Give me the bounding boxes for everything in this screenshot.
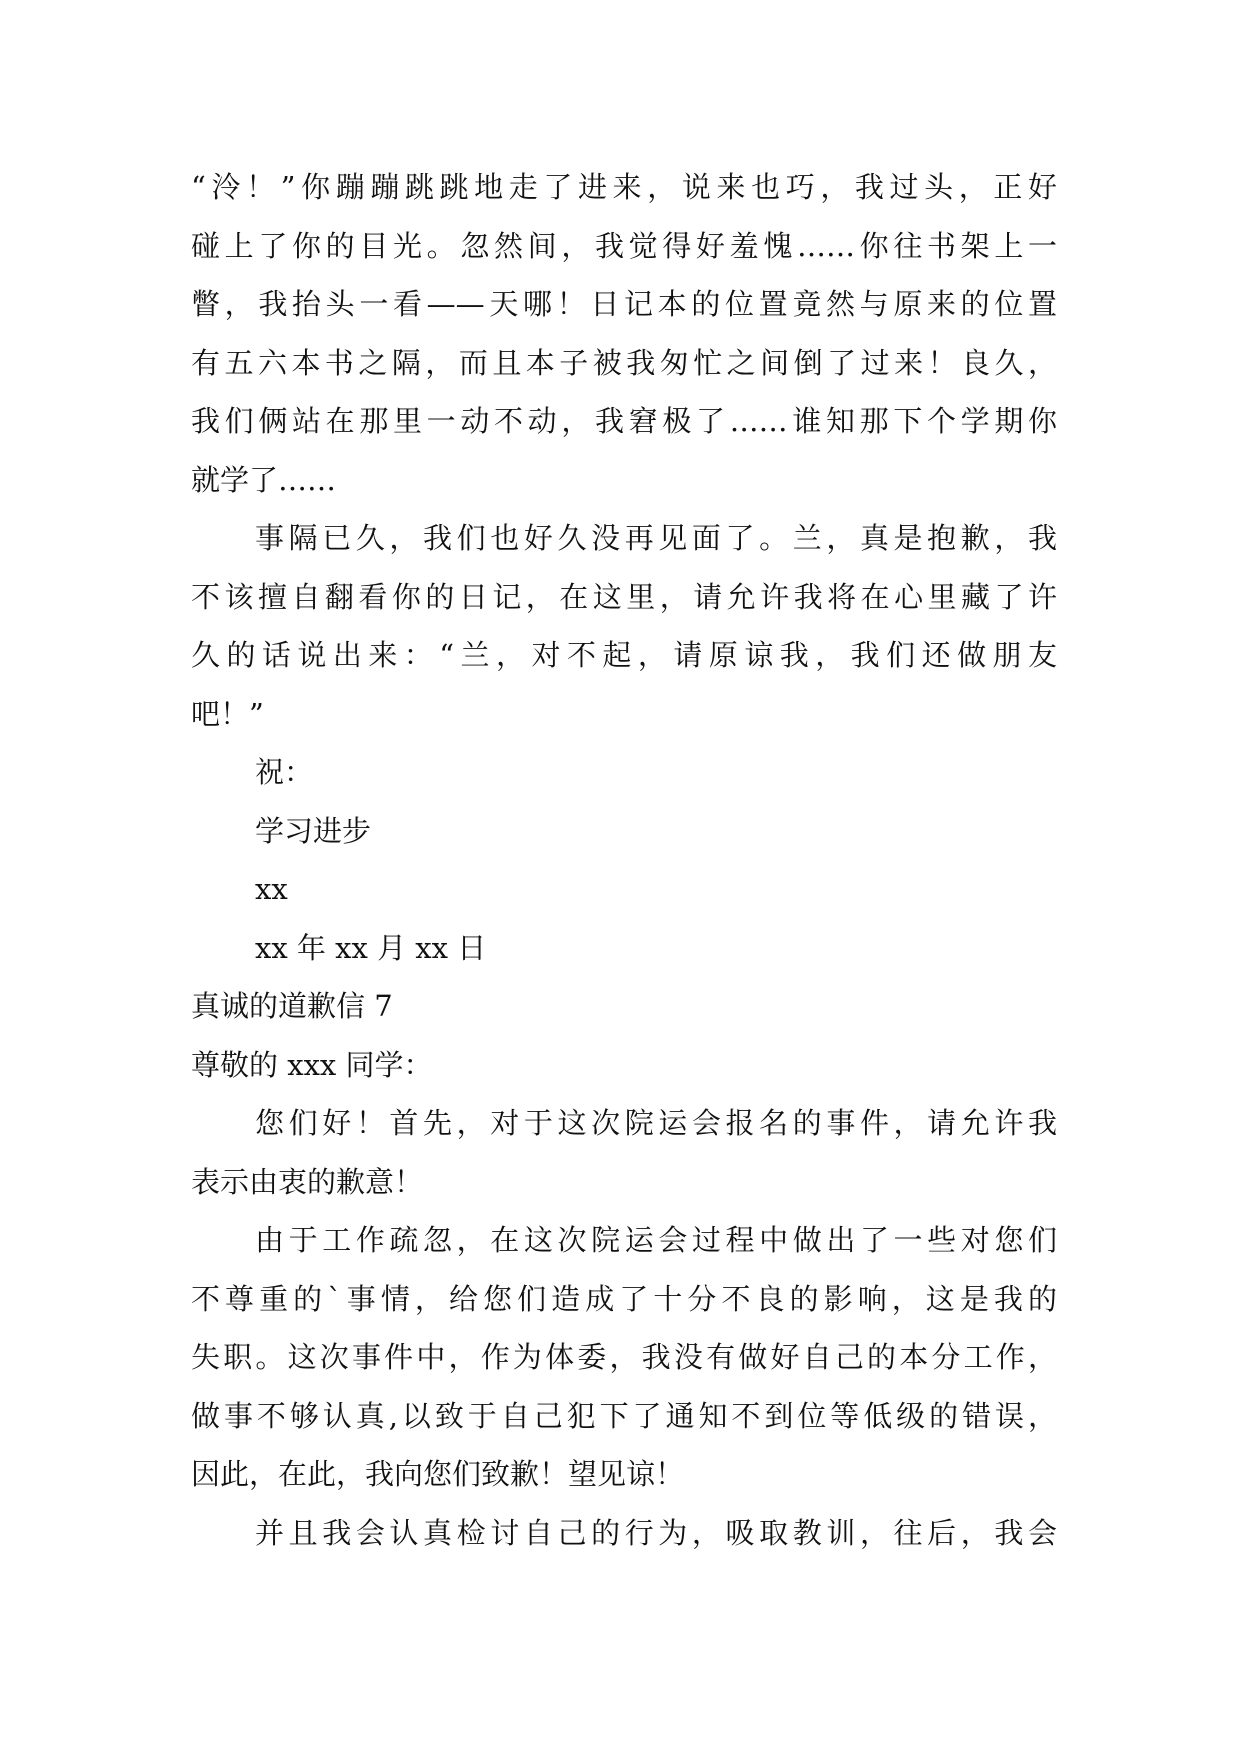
text-line: 做事不够认真,以致于自己犯下了通知不到位等低级的错误， [191,1398,1057,1433]
signature-date: xx 年 xx 月 xx 日 [255,930,487,965]
text-line: 表示由衷的歉意！ [191,1164,424,1199]
text-line: 事隔已久，我们也好久没再见面了。兰，真是抱歉，我 [255,521,1057,555]
text-line: 有五六本书之隔，而且本子被我匆忙之间倒了过来！良久， [191,345,1057,380]
text-line: 瞥，我抬头一看——天哪！日记本的位置竟然与原来的位置 [191,287,1057,321]
text-line: 不该擅自翻看你的日记，在这里，请允许我将在心里藏了许 [191,579,1057,614]
text-line: 因此，在此，我向您们致歉！望见谅！ [191,1457,685,1491]
closing-wish: 学习进步 [255,813,372,848]
text-line: 碰上了你的目光。忽然间，我觉得好羞愧……你往书架上一 [191,228,1057,263]
text-line: “泠！”你蹦蹦跳跳地走了进来，说来也巧，我过头，正好 [191,170,1057,204]
text-line: 失职。这次事件中，作为体委，我没有做好自己的本分工作， [191,1340,1057,1374]
document-body [191,158,1057,1562]
signature-name: xx [255,872,288,906]
text-line: 就学了…… [191,462,337,497]
text-line: 不尊重的`事情，给您们造成了十分不良的影响，这是我的 [191,1281,1057,1316]
letter-greeting: 尊敬的 xxx 同学： [191,1047,433,1082]
text-line: 并且我会认真检讨自己的行为，吸取教训，往后，我会 [255,1515,1057,1550]
text-line: 我们俩站在那里一动不动，我窘极了……谁知那下个学期你 [191,404,1057,438]
text-line: 久的话说出来：“兰，对不起，请原谅我，我们还做朋友 [191,638,1057,672]
closing-salutation: 祝： [255,755,314,789]
text-line: 您们好！首先，对于这次院运会报名的事件，请允许我 [255,1106,1057,1140]
text-line: 由于工作疏忽，在这次院运会过程中做出了一些对您们 [255,1223,1057,1257]
section-heading: 真诚的道歉信 7 [191,989,393,1023]
text-line: 吧！” [191,696,264,731]
